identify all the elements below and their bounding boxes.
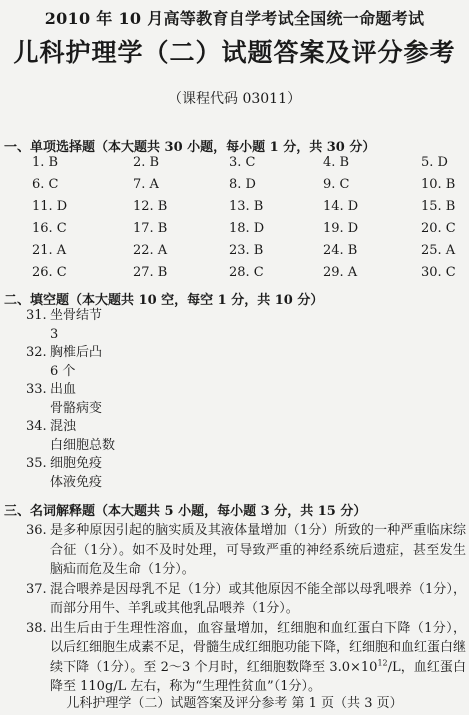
fill-answer: 细胞免疫 [50, 456, 103, 471]
fill-answer: 混浊 [50, 419, 77, 434]
answer-cell: 2. B [133, 155, 160, 170]
answer-cell: 29. A [323, 265, 358, 280]
fill-answer: 3 [50, 326, 59, 342]
fill-item [26, 307, 115, 344]
page-footer: 儿科护理学（二）试题答案及评分参考 第 1 页（共 3 页） [66, 696, 403, 711]
answer-row [0, 177, 469, 199]
section-2-heading: 二、填空题（本大题共 10 空，每空 1 分，共 10 分） [4, 293, 324, 308]
answer-cell: 13. B [229, 199, 264, 214]
answer-cell: 22. A [133, 243, 168, 258]
answer-cell: 16. C [32, 221, 67, 236]
fill-answer: 白细胞总数 [50, 437, 116, 453]
term-item [26, 521, 466, 580]
answer-cell: 19. D [323, 221, 359, 236]
fill-number: 31. [26, 308, 47, 323]
answer-row [0, 243, 469, 265]
answer-cell: 21. A [32, 243, 67, 258]
fill-item [26, 344, 115, 381]
section-1-heading: 一、单项选择题（本大题共 30 小题，每小题 1 分，共 30 分） [4, 140, 376, 155]
term-text-part-2: /L，血红蛋白降至 110g/L 左右，称为“生理性贫血”（1分）。 [50, 659, 466, 694]
answer-row [0, 155, 469, 177]
choice-answers-grid [0, 155, 469, 287]
answer-cell: 7. A [133, 177, 159, 192]
fill-answer: 胸椎后凸 [50, 345, 103, 360]
answer-cell: 24. B [323, 243, 358, 258]
exam-line: 2010 年 10 月高等教育自学考试全国统一命题考试 [44, 9, 425, 28]
term-number: 37. [26, 581, 47, 597]
fill-answer: 坐骨结节 [50, 308, 103, 323]
answer-cell: 4. B [323, 155, 350, 170]
answer-cell: 1. B [32, 155, 59, 170]
page-title: 儿科护理学（二）试题答案及评分参考 [13, 38, 456, 67]
answer-cell: 28. C [229, 265, 264, 280]
answer-row [0, 221, 469, 243]
section-3-heading: 三、名词解释题（本大题共 5 小题，每小题 3 分，共 15 分） [4, 504, 367, 519]
fill-answer: 6 个 [50, 363, 76, 379]
answer-cell: 27. B [133, 265, 168, 280]
answer-cell: 23. B [229, 243, 264, 258]
answer-cell: 15. B [421, 199, 456, 214]
answer-cell: 8. D [229, 177, 256, 192]
answer-cell: 18. D [229, 221, 265, 236]
term-text: 是多种原因引起的脑实质及其液体量增加（1分）所致的一种严重临床综合征（1分）。如不及时处理，可导致严重的神经系统后遗症，甚至发生脑疝而危及生命（1分）。 [50, 523, 466, 577]
answer-cell: 6. C [32, 177, 59, 192]
answer-cell: 3. C [229, 155, 256, 170]
answer-cell: 14. D [323, 199, 359, 214]
fill-answer: 骨骼病变 [50, 400, 103, 416]
answer-cell: 17. B [133, 221, 168, 236]
term-number: 38. [26, 620, 47, 636]
term-number: 36. [26, 523, 47, 538]
term-text: 混合喂养是因母乳不足（1分）或其他原因不能全部以母乳喂养（1分），而部分用牛、羊乳或其他乳品喂养（1分）。 [50, 581, 466, 616]
answer-row [0, 199, 469, 221]
fill-number: 35. [26, 456, 47, 471]
fill-item [26, 418, 115, 455]
fill-number: 34. [26, 419, 47, 434]
answer-cell: 26. C [32, 265, 67, 280]
fill-number: 33. [26, 382, 47, 397]
term-item [26, 619, 466, 697]
term-text-part-1: 出生后由于生理性溶血，血容量增加，红细胞和血红蛋白下降（1分），以后红细胞生成素不足，骨髓生成红细胞功能下降，红细胞和血红蛋白继续下降（1分）。至 2～3 个月时，红细胞数降至 3.0×10 [50, 620, 467, 675]
answer-cell: 11. D [32, 199, 68, 214]
answer-cell: 10. B [421, 177, 456, 192]
answer-cell: 25. A [421, 243, 456, 258]
fill-item [26, 381, 115, 418]
superscript: 12 [377, 658, 388, 668]
answer-row [0, 265, 469, 287]
fill-answer: 体液免疫 [50, 474, 103, 490]
course-code: （课程代码 03011） [168, 91, 301, 107]
fill-number: 32. [26, 345, 47, 360]
answer-cell: 30. C [421, 265, 456, 280]
fill-item [26, 455, 115, 492]
term-answers [26, 521, 466, 697]
answer-cell: 5. D [421, 155, 448, 170]
term-item [26, 580, 466, 619]
fill-answer: 出血 [50, 382, 77, 397]
answer-cell: 12. B [133, 199, 168, 214]
answer-cell: 9. C [323, 177, 350, 192]
fill-in-answers [26, 307, 115, 492]
answer-cell: 20. C [421, 221, 456, 236]
